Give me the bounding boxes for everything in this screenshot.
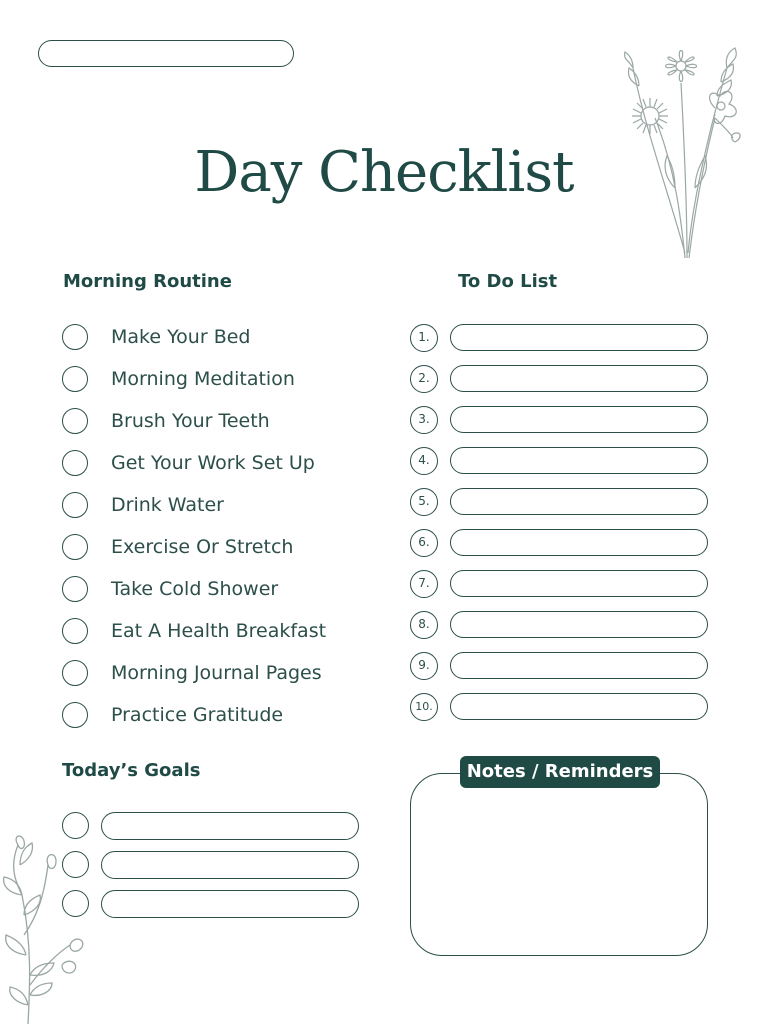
todo-number: 7.: [410, 570, 438, 598]
checkbox-circle[interactable]: [62, 534, 88, 560]
checkbox-circle[interactable]: [62, 450, 88, 476]
todo-input-field[interactable]: [450, 529, 708, 556]
routine-item-label: Practice Gratitude: [111, 704, 284, 726]
todo-input-field[interactable]: [450, 406, 708, 433]
todo-number: 3.: [410, 406, 438, 434]
checkbox-circle[interactable]: [62, 408, 88, 434]
todo-number: 5.: [410, 488, 438, 516]
todo-input-field[interactable]: [450, 570, 708, 597]
todo-number: 8.: [410, 611, 438, 639]
routine-item-label: Morning Journal Pages: [111, 662, 322, 684]
todo-row: [410, 611, 710, 639]
flower-sprig-icon: [0, 835, 95, 1024]
routine-item[interactable]: [62, 532, 362, 562]
morning-routine-heading: Morning Routine: [63, 271, 232, 292]
checkbox-circle[interactable]: [62, 492, 88, 518]
todo-number: 9.: [410, 652, 438, 680]
todo-row: [410, 447, 710, 475]
goal-row: [62, 890, 362, 918]
routine-item-label: Exercise Or Stretch: [111, 536, 294, 558]
routine-item[interactable]: [62, 658, 362, 688]
todo-heading: To Do List: [458, 271, 558, 292]
notes-label: Notes / Reminders: [460, 756, 660, 788]
checkbox-circle[interactable]: [62, 576, 88, 602]
goal-row: [62, 812, 362, 840]
checkbox-circle[interactable]: [62, 324, 88, 350]
goal-row: [62, 851, 362, 879]
page-title: Day Checklist: [194, 140, 574, 205]
routine-item[interactable]: [62, 574, 362, 604]
todo-row: [410, 406, 710, 434]
routine-item[interactable]: [62, 364, 362, 394]
todo-number: 6.: [410, 529, 438, 557]
routine-item[interactable]: [62, 448, 362, 478]
todo-row: [410, 324, 710, 352]
checkbox-circle[interactable]: [62, 618, 88, 644]
routine-item-label: Take Cold Shower: [111, 578, 279, 600]
todo-row: [410, 488, 710, 516]
checkbox-circle[interactable]: [62, 660, 88, 686]
goals-heading: Today’s Goals: [62, 760, 201, 781]
todo-input-field[interactable]: [450, 324, 708, 351]
checkbox-circle[interactable]: [62, 366, 88, 392]
routine-item-label: Make Your Bed: [111, 326, 251, 348]
todo-row: [410, 365, 710, 393]
name-input-field[interactable]: [38, 40, 294, 67]
routine-item[interactable]: [62, 406, 362, 436]
routine-item[interactable]: [62, 490, 362, 520]
todo-input-field[interactable]: [450, 652, 708, 679]
todo-row: [410, 529, 710, 557]
todo-row: [410, 693, 710, 721]
notes-textarea[interactable]: [410, 773, 708, 956]
todo-number: 4.: [410, 447, 438, 475]
todo-input-field[interactable]: [450, 611, 708, 638]
todo-row: [410, 570, 710, 598]
routine-item-label: Get Your Work Set Up: [111, 452, 315, 474]
routine-item[interactable]: [62, 616, 362, 646]
routine-item[interactable]: [62, 322, 362, 352]
routine-item-label: Brush Your Teeth: [111, 410, 270, 432]
goal-input-field[interactable]: [101, 890, 359, 918]
routine-item-label: Morning Meditation: [111, 368, 295, 390]
todo-input-field[interactable]: [450, 693, 708, 720]
todo-number: 10.: [410, 693, 438, 721]
todo-row: [410, 652, 710, 680]
goal-input-field[interactable]: [101, 851, 359, 879]
routine-item[interactable]: [62, 700, 362, 730]
todo-number: 1.: [410, 324, 438, 352]
checkbox-circle[interactable]: [62, 702, 88, 728]
todo-input-field[interactable]: [450, 365, 708, 392]
todo-input-field[interactable]: [450, 447, 708, 474]
goal-input-field[interactable]: [101, 812, 359, 840]
routine-item-label: Drink Water: [111, 494, 224, 516]
routine-item-label: Eat A Health Breakfast: [111, 620, 327, 642]
todo-number: 2.: [410, 365, 438, 393]
todo-input-field[interactable]: [450, 488, 708, 515]
